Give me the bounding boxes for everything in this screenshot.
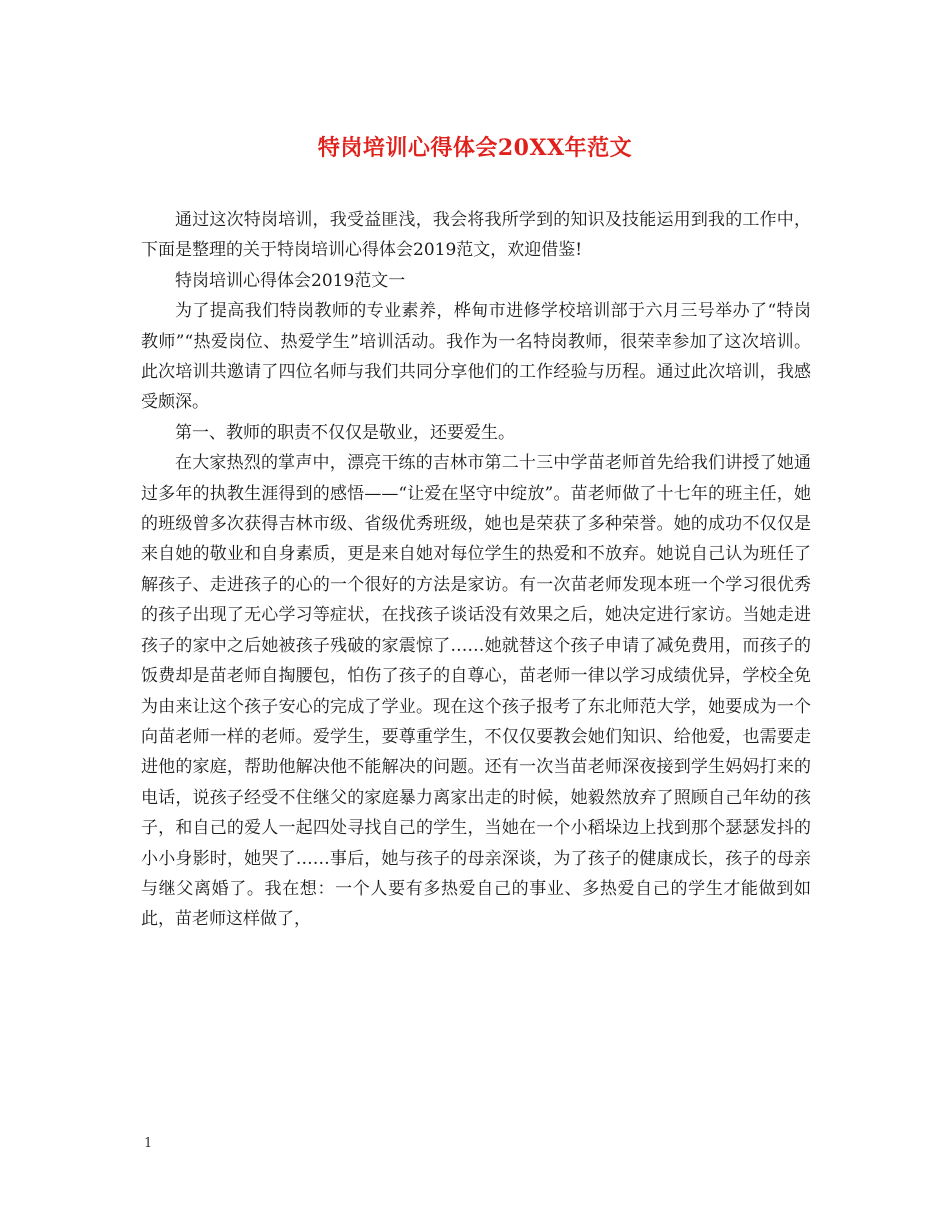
page-number: 1 <box>144 1136 153 1151</box>
section-heading: 特岗培训心得体会2019范文一 <box>175 270 406 291</box>
page-title: 特岗培训心得体会20XX年范文 <box>317 135 633 161</box>
point-heading: 第一、教师的职责不仅仅是敬业，还要爱生。 <box>175 422 515 443</box>
paragraph-intro: 通过这次特岗培训，我受益匪浅，我会将我所学到的知识及技能运用到我的工作中，下面是整理的关于特岗培训心得体会2019范文，欢迎借鉴! <box>141 210 811 261</box>
paragraph: 为了提高我们特岗教师的专业素养，桦甸市进修学校培训部于六月三号举办了“特岗教师”“热爱岗位、热爱学生”培训活动。我作为一名特岗教师，很荣幸参加了这次培训。此次培训共邀请了四位名师与我们共同分享他们的工作经验与历程。通过此次培训，我感受颇深。 <box>141 301 811 413</box>
document-body <box>141 205 811 935</box>
paragraph: 在大家热烈的掌声中，漂亮干练的吉林市第二十三中学苗老师首先给我们讲授了她通过多年的执教生涯得到的感悟——“让爱在坚守中绽放”。苗老师做了十七年的班主任，她的班级曾多次获得吉林市级、省级优秀班级，她也是荣获了多种荣誉。她的成功不仅仅是来自她的敬业和自身素质，更是来自她对每位学生的热爱和不放弃。她说自己认为班任了解孩子、走进孩子的心的一个很好的方法是家访。有一次苗老师发现本班一个学习很优秀的孩子出现了无心学习等症状，在找孩子谈话没有效果之后，她决定进行家访。当她走进孩子的家中之后她被孩子残破的家震惊了……她就替这个孩子申请了减免费用，而孩子的饭费却是苗老师自掏腰包，怕伤了孩子的自尊心，苗老师一律以学习成绩优异，学校全免为由来让这个孩子安心的完成了学业。现在这个孩子报考了东北师范大学，她要成为一个向苗老师一样的老师。爱学生，要尊重学生，不仅仅要教会她们知识、给他爱，也需要走进他的家庭，帮助他解决他不能解决的问题。还有一次当苗老师深夜接到学生妈妈打来的电话，说孩子经受不住继父的家庭暴力离家出走的时候，她毅然放弃了照顾自己年幼的孩子，和自己的爱人一起四处寻找自己的学生，当她在一个小稻垛边上找到那个瑟瑟发抖的小小身影时，她哭了……事后，她与孩子的母亲深谈，为了孩子的健康成长，孩子的母亲与继父离婚了。我在想：一个人要有多热爱自己的事业、多热爱自己的学生才能做到如此，苗老师这样做了， <box>141 453 811 930</box>
